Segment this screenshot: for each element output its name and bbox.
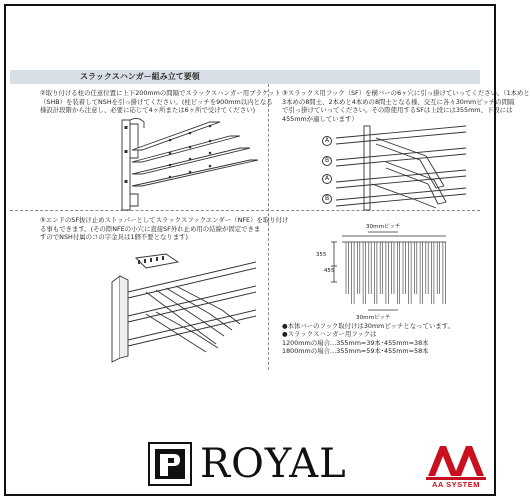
dimension-lower: 455 bbox=[324, 268, 335, 274]
spec-note-line: ●スラックスハンガー用フックは bbox=[282, 330, 377, 339]
step-5-line: すのでNSH付属のコの字金具は1個不要となります) bbox=[40, 233, 189, 242]
step-2-bracket-drawing bbox=[110, 110, 260, 210]
spec-note-line: ●本体バーのフック取付けは30mmピッチとなっています。 bbox=[282, 322, 454, 330]
step-2-line: 様設計段階から注意し、必要に応じて4ヶ所または6ヶ所で受けてください) bbox=[40, 106, 256, 115]
step-5-stopper-drawing bbox=[106, 252, 256, 364]
spec-note-line: 1200mmの場合…355mm=39本･455mm=38本 bbox=[282, 338, 429, 347]
step-3-line: で引っ掛けていってください。その際使用するSFは上段には355mm、下段には bbox=[282, 106, 513, 115]
pitch-label-top: 30mmピッチ bbox=[366, 224, 401, 230]
step-5-text bbox=[40, 216, 288, 242]
step-2-line: （SHB）を装着してNSHを引っ掛けてください。(柱ピッチを900mm以内となる bbox=[40, 97, 273, 106]
step-3-line: 3本めの8間士、2本めと4本めの8間士となる様、交互に各々30mmピッチの間隔 bbox=[282, 97, 515, 106]
section-title-band bbox=[10, 70, 480, 84]
hook-label-a: A bbox=[322, 136, 332, 146]
hook-label-b: B bbox=[322, 194, 332, 204]
pitch-label-bottom: 30mmピッチ bbox=[356, 315, 391, 321]
royal-logo-icon bbox=[148, 442, 192, 486]
panel-divider-horizontal bbox=[10, 210, 480, 211]
step-5-line: ⑤エンドのSF抜け止めストッパーとしてスラックスフックエンダー（NFE）を取り付け bbox=[40, 216, 289, 224]
step-5-line: る事もできます。(その際NFEの小穴に直接SF外れ止め用の結線が固定できま bbox=[40, 224, 261, 233]
brand-name: ROYAL bbox=[200, 441, 347, 487]
hook-label-b: B bbox=[322, 156, 332, 166]
brand-footer bbox=[4, 432, 496, 496]
dimension-upper: 355 bbox=[316, 252, 327, 258]
step-3-text bbox=[282, 89, 530, 123]
step-2-line: ②取り付ける柱の任意位置に上下200mmの間隔でスラックスハンガー用ブラケット bbox=[40, 89, 281, 97]
aa-system-label: AA SYSTEM bbox=[432, 480, 480, 489]
step-3-hook-drawing bbox=[316, 126, 476, 210]
step-3-line: 455mmが適しています） bbox=[282, 114, 358, 123]
hook-layout-diagram bbox=[328, 230, 450, 314]
spec-note-line: 1800mmの場合…355mm=59本･455mm=58本 bbox=[282, 347, 429, 356]
section-title: スラックスハンガー組み立て要領 bbox=[80, 72, 200, 81]
step-3-line: ③スラックス用フック（SF）を横バーの6ヶ穴に引っ掛けていってください。（1本めと bbox=[282, 89, 530, 97]
hook-label-a: A bbox=[322, 174, 332, 184]
spec-notes bbox=[282, 322, 454, 356]
instruction-sheet bbox=[10, 70, 530, 370]
